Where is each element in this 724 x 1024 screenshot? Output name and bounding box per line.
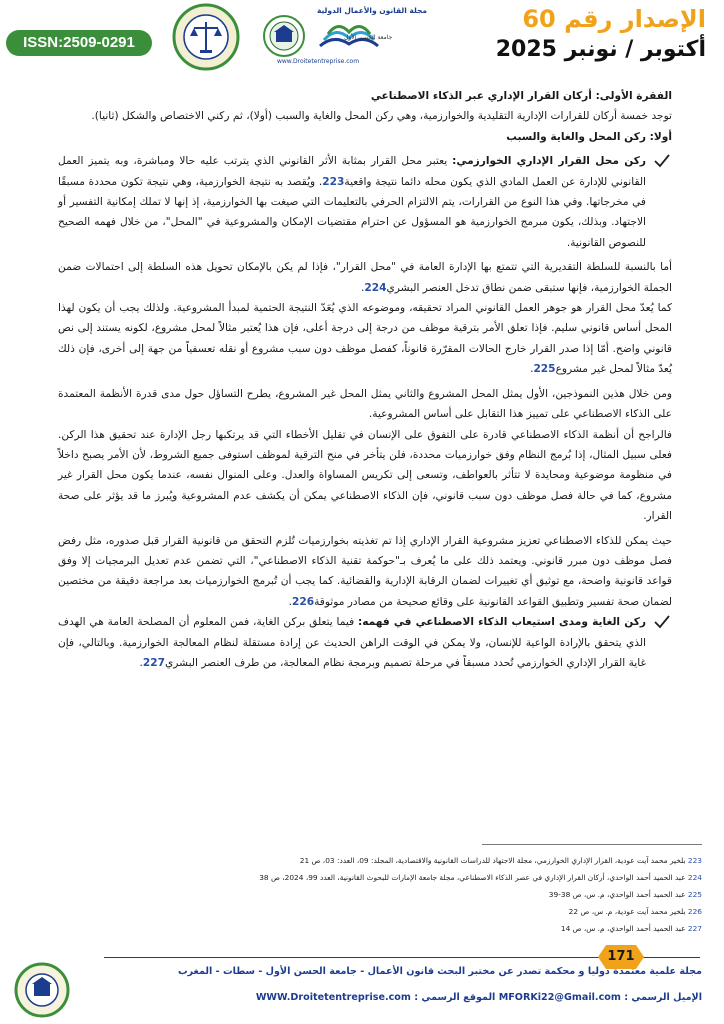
site-label: الموقع الرسمي : xyxy=(414,992,496,1003)
issue-date: أكتوبر / نونبر 2025 xyxy=(495,37,706,62)
footer-journal-info: مجلة علمية معتمدة دوليا و محكمة تصدر عن مختبر البحث قانون الأعمال - جامعة الحسن الأول - سطات - المغرب xyxy=(177,966,702,977)
item2-title: ركن الغاية ومدى استيعاب الذكاء الاصطناعي في فهمه: xyxy=(358,616,646,629)
footnote-item: 224 عبد الحميد أحمد الواحدي، أركان القرار الإداري في عصر الذكاء الاصطناعي، مجلة جامعة الإمارات للبحوث القانونية، العدد 99، 2024، ص 38 xyxy=(259,873,702,882)
footnote-ref-223[interactable]: 223 xyxy=(322,175,345,188)
item2-text: فيما يتعلق بركن الغاية، فمن المعلوم أن المصلحة العامة هي الهدف الذي يتحقق بالإرادة الواعية للإنسان، ولا يمكن في الوقت الراهن الحديث عن إرادة مستقلة لنظام المعالجة الخوارزمية. وبالتالي، فإن غاية القرار الإداري الخوارزمي تُحدد مسبقاً في مرحلة تصميم وبرمجة نظام المعالجة، من طرف العنصر البشري xyxy=(58,616,646,669)
issue-block xyxy=(474,4,706,66)
footnote-item: 225 عبد الحميد أحمد الواحدي، م. س، ص 38-39 xyxy=(548,890,702,899)
section-heading: الفقرة الأولى: أركان القرار الإداري عبر الذكاء الاصطناعي xyxy=(370,90,672,102)
journal-name: مجلة القانون والأعمال الدولية xyxy=(316,6,428,15)
footnote-item: 227 عبد الحميد أحمد الواحدي، م. س، ص 14 xyxy=(560,924,702,933)
wreath-emblem-icon xyxy=(262,14,306,58)
email-link[interactable]: MFORKi22@Gmail.com xyxy=(498,992,621,1003)
email-label: الإميل الرسمي : xyxy=(624,992,702,1003)
site-link[interactable]: WWW.Droitetentreprise.com xyxy=(255,992,411,1003)
journal-site: www.Droitetentreprise.com xyxy=(276,58,360,65)
footer-contact xyxy=(102,992,702,1003)
item-purpose: ركن الغاية ومدى استيعاب الذكاء الاصطناعي في فهمه: فيما يتعلق بركن الغاية، فمن المعلوم أن المصلحة العامة هي الهدف الذي يتحقق بالإرادة الواعية للإنسان، ولا يمكن في الوقت الراهن الحديث عن إرادة مستقلة لنظام المعالجة الخوارزمية. وبالتالي، فإن غاية القرار الإداري الخوارزمي تُحدد مسبقاً في مرحلة تصميم وبرمجة نظام المعالجة، من طرف العنصر البشري227. xyxy=(58,612,672,673)
footnotes xyxy=(62,852,702,937)
paragraph-ai-accuracy: فالراجح أن أنظمة الذكاء الاصطناعي قادرة على التفوق على الإنسان في تقليل الأخطاء التي قد يرتكبها رجل الإدارة عند تحقيق هذا الركن. فعلى سبيل المثال، إذا بُرمج النظام وفق خوارزميات محددة، فلن يتأخر في منح الترقية لموظف استوفى جميع الشروط، لأن الأمر يصبح داخلاً في منظومة موضوعية ومحايدة لا تتأثر بالعواطف، وتسعى إلى تكريس المساواة والعدل. وعلى المنوال نفسه، عندما يكون محل القرار غير مشروع، كما في حالة فصل موظف دون سبب قانوني، فإن الذكاء الاصطناعي يمكن أن يكشف عدم المشروعية ويُبرز ما قد يؤثر على صحة القرار. xyxy=(58,428,672,523)
item1-text-a: يعتبر محل القرار بمثابة الأثر القانوني الذي يترتب عليه حالا ومباشرة، وبه يتميز العمل القانوني للإدارة عن العمل المادي الذي يكون محله دائما نتيجة واقعية xyxy=(58,155,646,188)
page-number: 171 xyxy=(607,949,635,964)
article-body xyxy=(58,86,672,673)
footnote-item: 223 بلخير محمد آيت عودية، القرار الإداري الخوارزمي، مجلة الاجتهاد للدراسات القانونية والاقتصادية، المجلد: 09، العدد: 03، ص 21 xyxy=(299,856,702,865)
checkmark-icon xyxy=(654,615,670,629)
intro-paragraph: توجد خمسة أركان للقرارات الإدارية التقليدية والخوارزمية، وهي ركن المحل والغاية والسبب (أولا)، ثم ركني الاختصاص والشكل (ثانيا). xyxy=(91,110,672,123)
sub-heading: أولا: ركن المحل والغاية والسبب xyxy=(506,130,672,143)
footnote-item: 226 بلخير محمد آيت عودية، م. س، ص 22 xyxy=(568,907,702,916)
footnote-divider xyxy=(482,844,702,845)
item-subject-matter xyxy=(58,151,672,253)
paragraph-legality: كما يُعدّ محل القرار هو جوهر العمل القانوني المراد تحقيقه، وموضوعه الذي يُعَدّ النتيجة الحتمية لمبدأ المشروعية. ولذلك يجب أن يكون لهذا المحل أساس قانوني سليم. فإذا تعلق الأمر بترقية موظف من درجة إلى درجة أعلى، فإن هذا يُعتبر مثالاً لمحل مشروع، لكونه يستند إلى نص قانوني واضح. أمّا إذا صدر القرار خارج الحالات المقرّرة قانوناً، كفصل موظف دون سبب مشروع أو نقله تعسفياً من جهة إلى أخرى، فإن ذلك يُعدّ مثالاً لمحل غير مشروع225. xyxy=(58,302,672,376)
page-header xyxy=(0,0,724,76)
issue-number: الإصدار رقم 60 xyxy=(522,5,706,33)
issn-badge: ISSN:2509-0291 xyxy=(6,30,152,56)
checkmark-icon xyxy=(654,154,670,168)
university-seal-icon xyxy=(14,962,70,1018)
lab-seal-icon xyxy=(160,2,252,72)
paragraph-discretion: أما بالنسبة للسلطة التقديرية التي تتمتع بها الإدارة العامة في "محل القرار"، فإذا لم يكن بالإمكان تحويل هذه السلطة إلى احتمالات ضمن الجملة الخوارزمية، فإنها ستبقى ضمن نطاق تدخل العنصر البشري224. xyxy=(58,261,672,294)
footnote-ref-226[interactable]: 226 xyxy=(291,595,315,608)
university-name: جامعة الحسن الأول xyxy=(344,34,393,41)
paragraph-governance: حيث يمكن للذكاء الاصطناعي تعزيز مشروعية القرار الإداري إذا تم تغذيته بخوارزميات تُلزم التحقق من قانونية القرار قبل صدوره، مثل رفض فصل موظف دون مبرر قانوني. ويعتمد ذلك على ما يُعرف بـ"حوكمة تقنية الذكاء الاصطناعي"، التي تضمن عدم تعديل البرمجيات إلا وفق قواعد قانونية واضحة، مع توثيق أي تغييرات لضمان الرقابة الإدارية والقضائية. كما يجب أن تُبرمج الخوارزميات بعد مراجعة دقيقة من مختصين لضمان صحة تفسير وتطبيق القواعد القانونية على وقائع صحيحة من مصادر موثوقة226. xyxy=(58,534,672,608)
lab-logo xyxy=(160,2,252,72)
journal-logo xyxy=(258,4,438,66)
item1-text-b: . ويُقصد به نتيجة الخوارزمية، وهي نتيجة تكون محددة مسبقًا في مخرجاتها. وفي هذا النوع من القرارات، يتم الالتزام الحرفي بالتعليمات التي صيغت بها الخوارزمية، إذ إنها لا تملك إمكانية التفسير أو الاجتهاد. وبذلك، يكون مبرمج الخوارزمية هو المسؤول عن احترام مقتضيات الإمكان والمشروعية في "المحل"، من خلال فهمه الصحيح للنصوص القانونية. xyxy=(58,175,646,249)
item1-title: ركن محل القرار الإداري الخوارزمي: xyxy=(452,155,646,168)
paragraph-models: ومن خلال هذين النموذجين، الأول يمثل المحل المشروع والثاني يمثل المحل غير المشروع، يطرح التساؤل حول مدى قدرة الأنظمة المعتمدة على الذكاء الاصطناعي على تمييز هذا التقابل على أساس المشروعية. xyxy=(58,387,672,421)
footnote-ref-225[interactable]: 225 xyxy=(533,363,556,376)
footnote-ref-224[interactable]: 224 xyxy=(364,281,387,294)
footnote-ref-227[interactable]: 227 xyxy=(142,656,166,669)
